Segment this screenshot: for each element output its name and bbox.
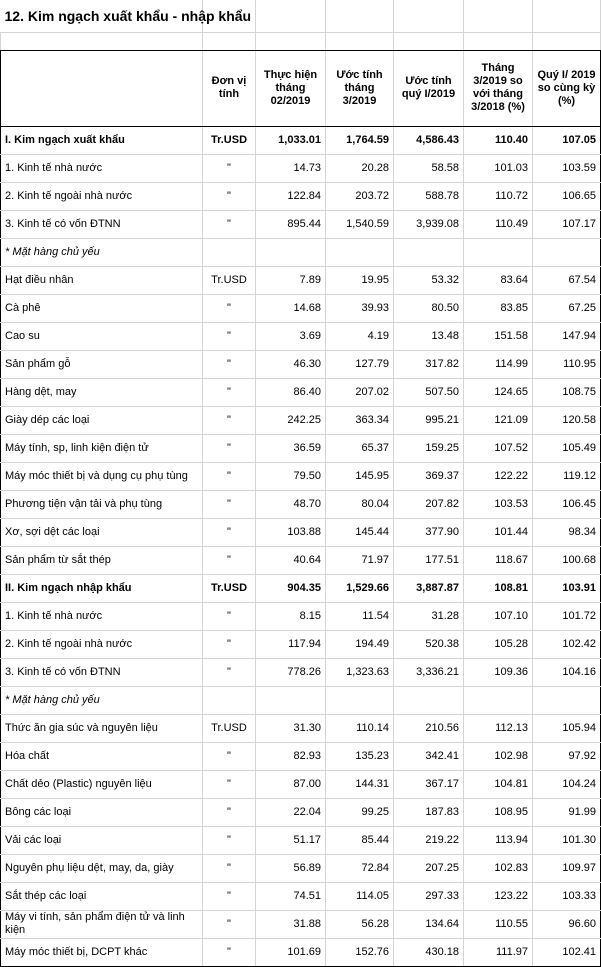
value-cell-5: 106.65 — [533, 182, 601, 210]
value-cell-2: 65.37 — [326, 434, 394, 462]
title-row — [1, 0, 601, 32]
value-cell-3: 995.21 — [394, 406, 464, 434]
value-cell-3: 3,336.21 — [394, 658, 464, 686]
value-cell-4: 109.36 — [464, 658, 533, 686]
value-cell-3: 377.90 — [394, 518, 464, 546]
row-label: Phương tiện vận tải và phụ tùng — [1, 490, 203, 518]
value-cell-4: 101.44 — [464, 518, 533, 546]
value-cell-5: 103.33 — [533, 882, 601, 910]
header-col5: Quý I/ 2019 so cùng kỳ (%) — [533, 50, 601, 126]
value-cell-5: 91.99 — [533, 798, 601, 826]
unit-cell — [203, 686, 256, 714]
value-cell-3: 177.51 — [394, 546, 464, 574]
unit-cell: " — [203, 546, 256, 574]
value-cell-4 — [464, 686, 533, 714]
value-cell-2: 152.76 — [326, 938, 394, 966]
value-cell-1: 122.84 — [256, 182, 326, 210]
value-cell-3: 207.25 — [394, 854, 464, 882]
table-row — [1, 126, 601, 154]
value-cell-2: 80.04 — [326, 490, 394, 518]
table-row — [1, 238, 601, 266]
table-row — [1, 266, 601, 294]
value-cell-4: 83.64 — [464, 266, 533, 294]
value-cell-1: 87.00 — [256, 770, 326, 798]
value-cell-1: 36.59 — [256, 434, 326, 462]
value-cell-2: 4.19 — [326, 322, 394, 350]
value-cell-1: 22.04 — [256, 798, 326, 826]
value-cell-2: 99.25 — [326, 798, 394, 826]
value-cell-2: 72.84 — [326, 854, 394, 882]
value-cell-1: 48.70 — [256, 490, 326, 518]
value-cell-4: 102.83 — [464, 854, 533, 882]
table-row — [1, 406, 601, 434]
value-cell-3: 4,586.43 — [394, 126, 464, 154]
value-cell-5: 102.42 — [533, 630, 601, 658]
header-col1: Thực hiện tháng 02/2019 — [256, 50, 326, 126]
value-cell-5: 109.97 — [533, 854, 601, 882]
value-cell-2: 110.14 — [326, 714, 394, 742]
value-cell-5: 105.49 — [533, 434, 601, 462]
unit-cell: " — [203, 910, 256, 938]
row-label: Máy tính, sp, linh kiện điện tử — [1, 434, 203, 462]
unit-cell: " — [203, 798, 256, 826]
value-cell-5: 67.25 — [533, 294, 601, 322]
row-label: Hóa chất — [1, 742, 203, 770]
value-cell-5: 110.95 — [533, 350, 601, 378]
value-cell-1: 7.89 — [256, 266, 326, 294]
value-cell-5: 107.05 — [533, 126, 601, 154]
value-cell-5: 97.92 — [533, 742, 601, 770]
value-cell-2: 1,323.63 — [326, 658, 394, 686]
value-cell-5: 103.91 — [533, 574, 601, 602]
row-label: Máy móc thiết bị và dụng cụ phụ tùng — [1, 462, 203, 490]
value-cell-3: 3,887.87 — [394, 574, 464, 602]
unit-cell: " — [203, 770, 256, 798]
value-cell-4: 108.95 — [464, 798, 533, 826]
value-cell-5: 101.30 — [533, 826, 601, 854]
row-label: Bông các loại — [1, 798, 203, 826]
value-cell-5: 105.94 — [533, 714, 601, 742]
row-label: * Mặt hàng chủ yếu — [1, 686, 203, 714]
value-cell-4: 122.22 — [464, 462, 533, 490]
value-cell-4: 118.67 — [464, 546, 533, 574]
value-cell-4: 101.03 — [464, 154, 533, 182]
value-cell-4: 110.49 — [464, 210, 533, 238]
unit-cell: " — [203, 210, 256, 238]
table-row — [1, 742, 601, 770]
value-cell-4: 111.97 — [464, 938, 533, 966]
value-cell-4: 124.65 — [464, 378, 533, 406]
table-row — [1, 462, 601, 490]
value-cell-2: 1,764.59 — [326, 126, 394, 154]
value-cell-1: 46.30 — [256, 350, 326, 378]
unit-cell: " — [203, 294, 256, 322]
row-label: 2. Kinh tế ngoài nhà nước — [1, 182, 203, 210]
value-cell-4 — [464, 238, 533, 266]
table-title: 12. Kim ngạch xuất khẩu - nhập khẩu — [1, 0, 203, 32]
table-row — [1, 658, 601, 686]
value-cell-3: 58.58 — [394, 154, 464, 182]
value-cell-4: 110.55 — [464, 910, 533, 938]
value-cell-2: 145.44 — [326, 518, 394, 546]
value-cell-5: 120.58 — [533, 406, 601, 434]
unit-cell — [203, 238, 256, 266]
unit-cell: " — [203, 154, 256, 182]
header-unit: Đơn vị tính — [203, 50, 256, 126]
row-label: I. Kim ngạch xuất khẩu — [1, 126, 203, 154]
value-cell-1 — [256, 238, 326, 266]
row-label: Giày dép các loại — [1, 406, 203, 434]
value-cell-4: 110.72 — [464, 182, 533, 210]
row-label: Sắt thép các loại — [1, 882, 203, 910]
header-blank — [1, 50, 203, 126]
value-cell-1: 40.64 — [256, 546, 326, 574]
value-cell-3: 80.50 — [394, 294, 464, 322]
table-row — [1, 798, 601, 826]
value-cell-4: 151.58 — [464, 322, 533, 350]
header-col3: Ước tính quý I/2019 — [394, 50, 464, 126]
table-row — [1, 490, 601, 518]
table-row — [1, 938, 601, 966]
value-cell-5 — [533, 238, 601, 266]
value-cell-5: 147.94 — [533, 322, 601, 350]
value-cell-1: 117.94 — [256, 630, 326, 658]
unit-cell: " — [203, 854, 256, 882]
value-cell-2 — [326, 238, 394, 266]
value-cell-1: 778.26 — [256, 658, 326, 686]
value-cell-5: 101.72 — [533, 602, 601, 630]
value-cell-3: 53.32 — [394, 266, 464, 294]
unit-cell: " — [203, 350, 256, 378]
table-row — [1, 882, 601, 910]
value-cell-3: 13.48 — [394, 322, 464, 350]
table-row — [1, 714, 601, 742]
value-cell-3: 210.56 — [394, 714, 464, 742]
table-row — [1, 350, 601, 378]
value-cell-5: 106.45 — [533, 490, 601, 518]
table-row — [1, 518, 601, 546]
value-cell-3: 187.83 — [394, 798, 464, 826]
unit-cell: " — [203, 182, 256, 210]
table-row — [1, 602, 601, 630]
value-cell-4: 103.53 — [464, 490, 533, 518]
value-cell-2: 1,529.66 — [326, 574, 394, 602]
value-cell-2: 71.97 — [326, 546, 394, 574]
value-cell-1: 3.69 — [256, 322, 326, 350]
value-cell-3: 342.41 — [394, 742, 464, 770]
value-cell-2: 127.79 — [326, 350, 394, 378]
value-cell-1: 904.35 — [256, 574, 326, 602]
row-label: Thức ăn gia súc và nguyên liệu — [1, 714, 203, 742]
table-row — [1, 630, 601, 658]
value-cell-1: 242.25 — [256, 406, 326, 434]
value-cell-3: 159.25 — [394, 434, 464, 462]
value-cell-1: 79.50 — [256, 462, 326, 490]
value-cell-2: 114.05 — [326, 882, 394, 910]
unit-cell: " — [203, 742, 256, 770]
unit-cell: Tr.USD — [203, 574, 256, 602]
table-row — [1, 210, 601, 238]
unit-cell: " — [203, 630, 256, 658]
value-cell-2: 203.72 — [326, 182, 394, 210]
row-label: Chất dẻo (Plastic) nguyên liệu — [1, 770, 203, 798]
table-row — [1, 378, 601, 406]
value-cell-3: 367.17 — [394, 770, 464, 798]
value-cell-3: 134.64 — [394, 910, 464, 938]
value-cell-3: 520.38 — [394, 630, 464, 658]
table-body — [1, 126, 601, 966]
unit-cell: " — [203, 378, 256, 406]
unit-cell: " — [203, 826, 256, 854]
table-row — [1, 910, 601, 938]
value-cell-3 — [394, 238, 464, 266]
value-cell-4: 104.81 — [464, 770, 533, 798]
value-cell-5: 67.54 — [533, 266, 601, 294]
value-cell-2: 85.44 — [326, 826, 394, 854]
value-cell-5: 107.17 — [533, 210, 601, 238]
value-cell-1: 8.15 — [256, 602, 326, 630]
value-cell-2: 144.31 — [326, 770, 394, 798]
value-cell-1: 82.93 — [256, 742, 326, 770]
row-label: Vải các loại — [1, 826, 203, 854]
unit-cell: " — [203, 462, 256, 490]
row-label: Hạt điều nhân — [1, 266, 203, 294]
value-cell-2: 11.54 — [326, 602, 394, 630]
value-cell-3 — [394, 686, 464, 714]
unit-cell: Tr.USD — [203, 126, 256, 154]
table-row — [1, 686, 601, 714]
value-cell-2: 207.02 — [326, 378, 394, 406]
row-label: 2. Kinh tế ngoài nhà nước — [1, 630, 203, 658]
value-cell-5: 102.41 — [533, 938, 601, 966]
value-cell-3: 588.78 — [394, 182, 464, 210]
value-cell-4: 123.22 — [464, 882, 533, 910]
value-cell-5: 96.60 — [533, 910, 601, 938]
row-label: 3. Kinh tế có vốn ĐTNN — [1, 210, 203, 238]
value-cell-3: 207.82 — [394, 490, 464, 518]
header-col2: Ước tính tháng 3/2019 — [326, 50, 394, 126]
unit-cell: " — [203, 518, 256, 546]
value-cell-2: 363.34 — [326, 406, 394, 434]
value-cell-1: 74.51 — [256, 882, 326, 910]
value-cell-4: 121.09 — [464, 406, 533, 434]
value-cell-3: 297.33 — [394, 882, 464, 910]
row-label: Hàng dệt, may — [1, 378, 203, 406]
value-cell-3: 31.28 — [394, 602, 464, 630]
column-header-row — [1, 50, 601, 126]
value-cell-2: 19.95 — [326, 266, 394, 294]
value-cell-5: 104.16 — [533, 658, 601, 686]
value-cell-3: 3,939.08 — [394, 210, 464, 238]
value-cell-1: 86.40 — [256, 378, 326, 406]
value-cell-1: 101.69 — [256, 938, 326, 966]
value-cell-5 — [533, 686, 601, 714]
value-cell-2 — [326, 686, 394, 714]
value-cell-3: 317.82 — [394, 350, 464, 378]
value-cell-3: 369.37 — [394, 462, 464, 490]
spacer-row — [1, 32, 601, 50]
unit-cell: Tr.USD — [203, 266, 256, 294]
row-label: * Mặt hàng chủ yếu — [1, 238, 203, 266]
row-label: Máy móc thiết bị, DCPT khác — [1, 938, 203, 966]
value-cell-1: 51.17 — [256, 826, 326, 854]
unit-cell: " — [203, 658, 256, 686]
table-row — [1, 770, 601, 798]
value-cell-4: 107.52 — [464, 434, 533, 462]
row-label: Cà phê — [1, 294, 203, 322]
value-cell-5: 103.59 — [533, 154, 601, 182]
table-row — [1, 322, 601, 350]
value-cell-5: 100.68 — [533, 546, 601, 574]
value-cell-3: 219.22 — [394, 826, 464, 854]
row-label: Sản phẩm gỗ — [1, 350, 203, 378]
unit-cell: " — [203, 406, 256, 434]
table-row — [1, 434, 601, 462]
value-cell-2: 145.95 — [326, 462, 394, 490]
row-label: Nguyên phụ liệu dệt, may, da, giày — [1, 854, 203, 882]
unit-cell: " — [203, 938, 256, 966]
table-row — [1, 854, 601, 882]
row-label: 1. Kinh tế nhà nước — [1, 154, 203, 182]
value-cell-5: 108.75 — [533, 378, 601, 406]
value-cell-2: 135.23 — [326, 742, 394, 770]
row-label: II. Kim ngạch nhập khẩu — [1, 574, 203, 602]
row-label: Sản phẩm từ sắt thép — [1, 546, 203, 574]
row-label: Cao su — [1, 322, 203, 350]
value-cell-1 — [256, 686, 326, 714]
value-cell-1: 31.88 — [256, 910, 326, 938]
value-cell-3: 507.50 — [394, 378, 464, 406]
value-cell-4: 108.81 — [464, 574, 533, 602]
row-label: 3. Kinh tế có vốn ĐTNN — [1, 658, 203, 686]
value-cell-1: 31.30 — [256, 714, 326, 742]
unit-cell: " — [203, 602, 256, 630]
value-cell-5: 119.12 — [533, 462, 601, 490]
value-cell-4: 110.40 — [464, 126, 533, 154]
row-label: Máy vi tính, sản phẩm điện tử và linh kiện — [1, 910, 203, 938]
value-cell-2: 20.28 — [326, 154, 394, 182]
value-cell-1: 103.88 — [256, 518, 326, 546]
value-cell-2: 1,540.59 — [326, 210, 394, 238]
value-cell-4: 102.98 — [464, 742, 533, 770]
value-cell-1: 56.89 — [256, 854, 326, 882]
table-row — [1, 294, 601, 322]
header-col4: Tháng 3/2019 so với tháng 3/2018 (%) — [464, 50, 533, 126]
unit-cell: " — [203, 882, 256, 910]
table-row — [1, 154, 601, 182]
value-cell-2: 194.49 — [326, 630, 394, 658]
unit-cell: " — [203, 434, 256, 462]
table-row — [1, 826, 601, 854]
row-label: Xơ, sợi dệt các loại — [1, 518, 203, 546]
value-cell-1: 1,033.01 — [256, 126, 326, 154]
value-cell-3: 430.18 — [394, 938, 464, 966]
value-cell-1: 14.68 — [256, 294, 326, 322]
table-row — [1, 574, 601, 602]
value-cell-1: 14.73 — [256, 154, 326, 182]
unit-cell: Tr.USD — [203, 714, 256, 742]
value-cell-4: 112.13 — [464, 714, 533, 742]
value-cell-4: 113.94 — [464, 826, 533, 854]
table-row — [1, 546, 601, 574]
value-cell-2: 39.93 — [326, 294, 394, 322]
value-cell-1: 895.44 — [256, 210, 326, 238]
value-cell-4: 105.28 — [464, 630, 533, 658]
unit-cell: " — [203, 490, 256, 518]
value-cell-4: 107.10 — [464, 602, 533, 630]
value-cell-5: 104.24 — [533, 770, 601, 798]
value-cell-5: 98.34 — [533, 518, 601, 546]
unit-cell: " — [203, 322, 256, 350]
value-cell-4: 83.85 — [464, 294, 533, 322]
value-cell-2: 56.28 — [326, 910, 394, 938]
row-label: 1. Kinh tế nhà nước — [1, 602, 203, 630]
value-cell-4: 114.99 — [464, 350, 533, 378]
table-row — [1, 182, 601, 210]
